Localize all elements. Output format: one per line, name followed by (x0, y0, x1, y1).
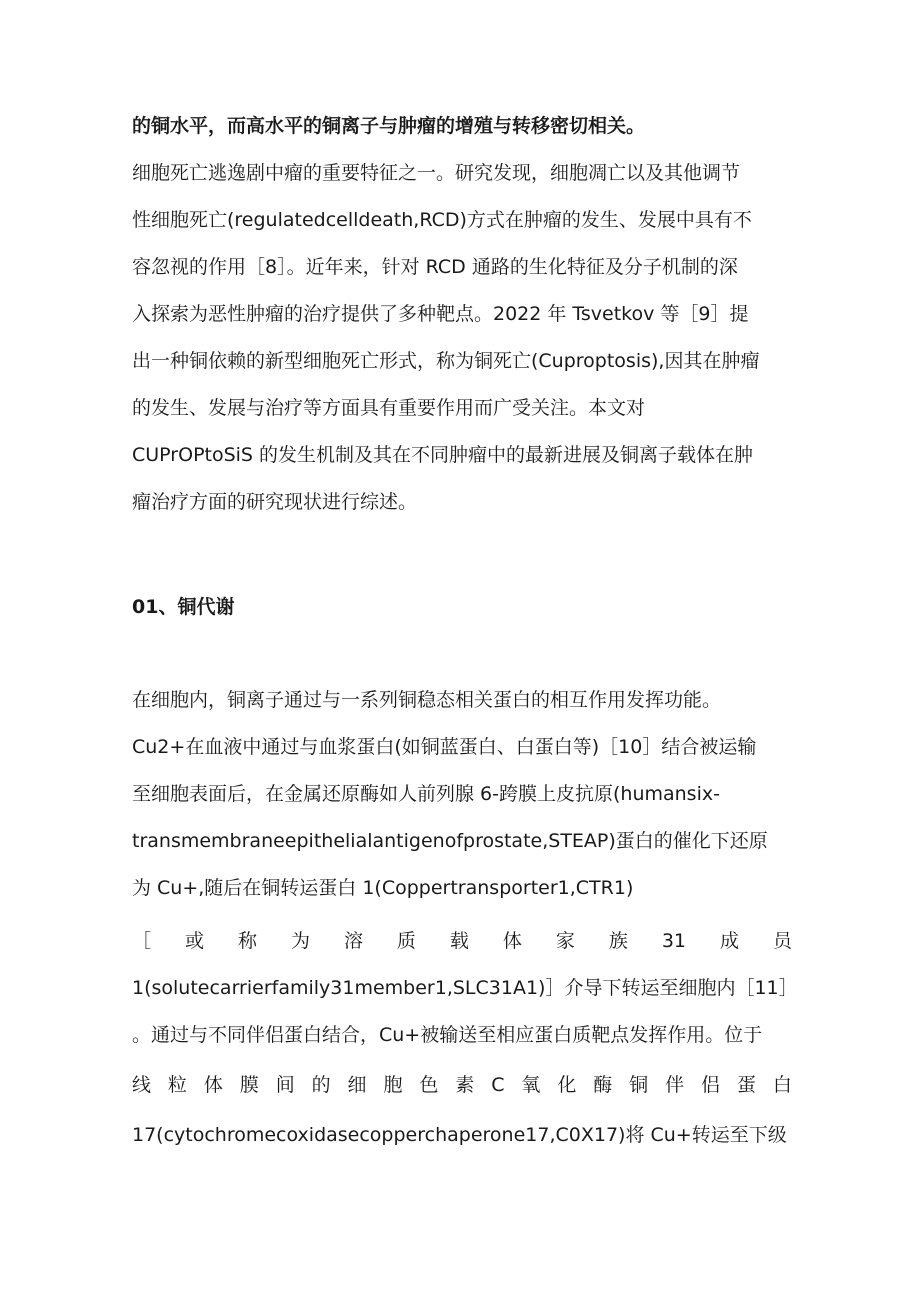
justified-glyph: 的 (311, 1074, 331, 1096)
justified-glyph: 质 (396, 930, 416, 952)
justified-glyph: C (491, 1074, 505, 1096)
justified-glyph: 间 (275, 1074, 295, 1096)
justified-glyph: 家 (555, 930, 575, 952)
justified-glyph: 酶 (593, 1074, 613, 1096)
justified-glyph: 铜 (629, 1074, 649, 1096)
justified-glyph: 侣 (701, 1074, 721, 1096)
justified-glyph: 员 (772, 930, 792, 952)
paragraph-line: 入探索为恶性肿瘤的治疗提供了多种靶点。2022 年 Tsvetkov 等［9］提 (132, 303, 749, 325)
paragraph-line: 容忽视的作用［8］。近年来，针对 RCD 通路的生化特征及分子机制的深 (132, 256, 738, 278)
justified-glyph: 载 (449, 930, 469, 952)
justified-line (132, 1071, 792, 1099)
justified-glyph: 氧 (521, 1074, 541, 1096)
justified-glyph: 蛋 (736, 1074, 756, 1096)
paragraph-line: 出一种铜依赖的新型细胞死亡形式，称为铜死亡(Cuproptosis),因其在肿瘤 (132, 350, 760, 372)
justified-glyph: 31 (661, 930, 687, 952)
paragraph-line: 为 Cu+,随后在铜转运蛋白 1(Coppertransporter1,CTR1) (132, 877, 634, 899)
justified-glyph: 称 (237, 930, 257, 952)
justified-glyph: ［ (132, 930, 152, 952)
justified-glyph: 族 (608, 930, 628, 952)
justified-glyph: 成 (720, 930, 740, 952)
paragraph-line: 。通过与不同伴侣蛋白结合，Cu+被输送至相应蛋白质靶点发挥作用。位于 (132, 1024, 763, 1046)
justified-glyph: 体 (203, 1074, 223, 1096)
justified-glyph: 化 (557, 1074, 577, 1096)
paragraph-line: CUPrOPtoSiS 的发生机制及其在不同肿瘤中的最新进展及铜离子载体在肿 (132, 444, 754, 466)
paragraph-line: 的铜水平，而高水平的铜离子与肿瘤的增殖与转移密切相关。 (132, 115, 646, 137)
justified-glyph: 胞 (383, 1074, 403, 1096)
justified-glyph: 或 (184, 930, 204, 952)
justified-glyph: 为 (290, 930, 310, 952)
paragraph-line: 细胞死亡逃逸剧中瘤的重要特征之一。研究发现，细胞凋亡以及其他调节 (132, 162, 741, 184)
paragraph-line: 的发生、发展与治疗等方面具有重要作用而广受关注。本文对 (132, 397, 646, 419)
paragraph-line: 在细胞内，铜离子通过与一系列铜稳态相关蛋白的相互作用发挥功能。 (132, 689, 722, 711)
paragraph-line: 至细胞表面后，在金属还原酶如人前列腺 6-跨膜上皮抗原(humansix- (132, 783, 720, 805)
justified-glyph: 线 (132, 1074, 152, 1096)
section-heading: 01、铜代谢 (132, 596, 235, 618)
paragraph-line: 17(cytochromecoxidasecopperchaperone17,C0X17)将 Cu+转运至下级 (132, 1124, 787, 1146)
justified-line (132, 927, 792, 955)
justified-glyph: 溶 (343, 930, 363, 952)
justified-glyph: 伴 (665, 1074, 685, 1096)
justified-glyph: 细 (347, 1074, 367, 1096)
justified-glyph: 素 (455, 1074, 475, 1096)
paragraph-line: transmembraneepithelialantigenofprostate,STEAP)蛋白的催化下还原 (132, 830, 768, 852)
paragraph-line: 瘤治疗方面的研究现状进行综述。 (132, 491, 418, 513)
justified-glyph: 色 (419, 1074, 439, 1096)
justified-glyph: 膜 (239, 1074, 259, 1096)
paragraph-line: 性细胞死亡(regulatedcelldeath,RCD)方式在肿瘤的发生、发展中具有不 (132, 209, 752, 231)
paragraph-line: 1(solutecarrierfamily31member1,SLC31A1)］介导下转运至细胞内［11］ (132, 977, 798, 999)
justified-glyph: 体 (502, 930, 522, 952)
justified-glyph: 粒 (167, 1074, 187, 1096)
justified-glyph: 白 (772, 1074, 792, 1096)
paragraph-line: Cu2+在血液中通过与血浆蛋白(如铜蓝蛋白、白蛋白等)［10］结合被运输 (132, 736, 757, 758)
